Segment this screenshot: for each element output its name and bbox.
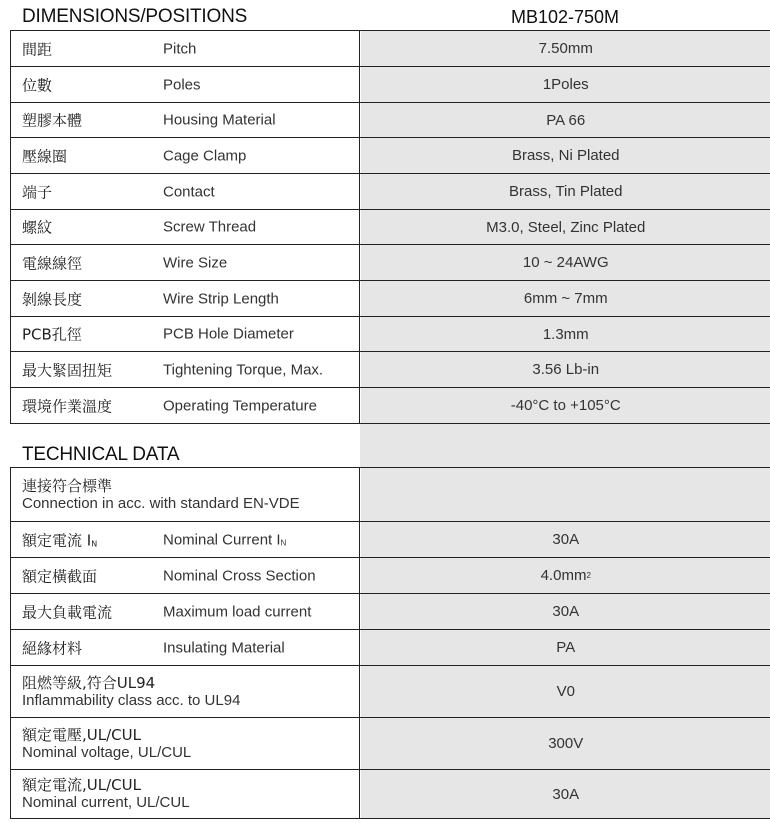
row-value: M3.0, Steel, Zinc Plated [361, 210, 770, 244]
row-label-en: Tightening Torque, Max. [163, 361, 324, 378]
table-row [11, 103, 770, 138]
technical-title: TECHNICAL DATA [22, 444, 180, 465]
row-label-zh: PCB孔徑 [22, 325, 82, 344]
row-value: -40°C to +105°C [361, 388, 770, 423]
row-value: 6mm ~ 7mm [361, 281, 770, 316]
row-value: Brass, Tin Plated [361, 174, 770, 209]
row-label-zh: 最大緊固扭矩 [22, 361, 113, 379]
table-row-flammability [11, 666, 770, 718]
voltage-value: 300V [361, 718, 770, 769]
table-row-voltage [11, 718, 770, 770]
current-ul-en: Nominal current, UL/CUL [22, 794, 190, 811]
table-row-connection [11, 468, 770, 522]
connection-zh: 連接符合標準 [22, 476, 113, 495]
row-label-zh: 塑膠本體 [22, 111, 83, 130]
max-load-value: 30A [361, 594, 770, 629]
cross-section-zh: 額定橫截面 [22, 567, 98, 585]
technical-table [10, 467, 770, 819]
row-label-zh: 位數 [22, 76, 53, 94]
table-row-nominal-current: 額定電流 $I_N$ Nominal Current $I_N$ 30A [11, 522, 770, 558]
row-label-en: Wire Size [163, 254, 228, 271]
dimensions-table [10, 30, 770, 424]
connection-en: Connection in acc. with standard EN-VDE [22, 494, 300, 512]
row-value: PA 66 [361, 103, 770, 137]
row-label-zh: 電線線徑 [22, 254, 83, 272]
current-ul-zh: 額定電流,UL/CUL [22, 776, 141, 794]
max-load-en: Maximum load current [163, 603, 312, 620]
insulating-value: PA [361, 630, 770, 665]
cross-section-value: 4.0mm 2 [361, 558, 770, 593]
connection-value [361, 468, 770, 521]
row-label-en: Screw Thread [163, 218, 257, 236]
nominal-current-value: 30A [361, 522, 770, 557]
table-row [11, 245, 770, 281]
table-row [11, 174, 770, 210]
row-label-en: Operating Temperature [163, 397, 317, 414]
table-row-cross-section [11, 558, 770, 594]
row-label-en: PCB Hole Diameter [163, 325, 294, 343]
table-row [11, 210, 770, 245]
row-label-en: Wire Strip Length [163, 290, 279, 307]
row-value: Brass, Ni Plated [361, 138, 770, 173]
voltage-en: Nominal voltage, UL/CUL [22, 743, 192, 761]
row-label-zh: 螺紋 [22, 218, 53, 237]
row-label-en: Cage Clamp [163, 147, 247, 164]
row-label-zh: 剝線長度 [22, 290, 83, 308]
table-row [11, 138, 770, 174]
table-row-max-load [11, 594, 770, 630]
insulating-zh: 絕緣材料 [22, 639, 83, 657]
row-label-zh: 環境作業溫度 [22, 397, 113, 415]
row-label-en: Pitch [163, 40, 197, 57]
table-row [11, 352, 770, 388]
flammability-value: V0 [361, 666, 770, 717]
max-load-zh: 最大負載電流 [22, 603, 113, 621]
table-row [11, 281, 770, 317]
row-value: 3.56 Lb-in [361, 352, 770, 387]
row-value: 10 ~ 24AWG [361, 245, 770, 280]
dimensions-title: DIMENSIONS/POSITIONS [22, 6, 248, 27]
voltage-zh: 額定電壓,UL/CUL [22, 725, 141, 744]
insulating-en: Insulating Material [163, 639, 285, 656]
table-row [11, 31, 770, 67]
table-row [11, 388, 770, 424]
flammability-zh: 阻燃等級,符合UL94 [22, 673, 156, 692]
flammability-en: Inflammability class acc. to UL94 [22, 691, 241, 709]
gap-strip [360, 424, 770, 468]
row-label-zh: 端子 [22, 183, 53, 201]
row-value: 1Poles [361, 67, 770, 102]
table-row-insulating [11, 630, 770, 666]
row-label-en: Poles [163, 76, 201, 93]
nominal-current-zh: 額定電流 I [22, 531, 92, 549]
row-value: 7.50mm [361, 31, 770, 66]
row-value: 1.3mm [361, 317, 770, 351]
current-ul-value: 30A [361, 770, 770, 818]
model-number: MB102-750M [510, 7, 620, 27]
cross-section-en: Nominal Cross Section [163, 567, 316, 584]
row-label-en: Contact [163, 183, 215, 200]
row-label-zh: 間距 [22, 40, 53, 58]
table-row-current-ul [11, 770, 770, 819]
table-row [11, 67, 770, 103]
nominal-current-en: Nominal Current I [163, 531, 281, 548]
row-label-en: Housing Material [163, 111, 276, 129]
row-label-zh: 壓線圈 [22, 147, 68, 165]
table-row [11, 317, 770, 352]
